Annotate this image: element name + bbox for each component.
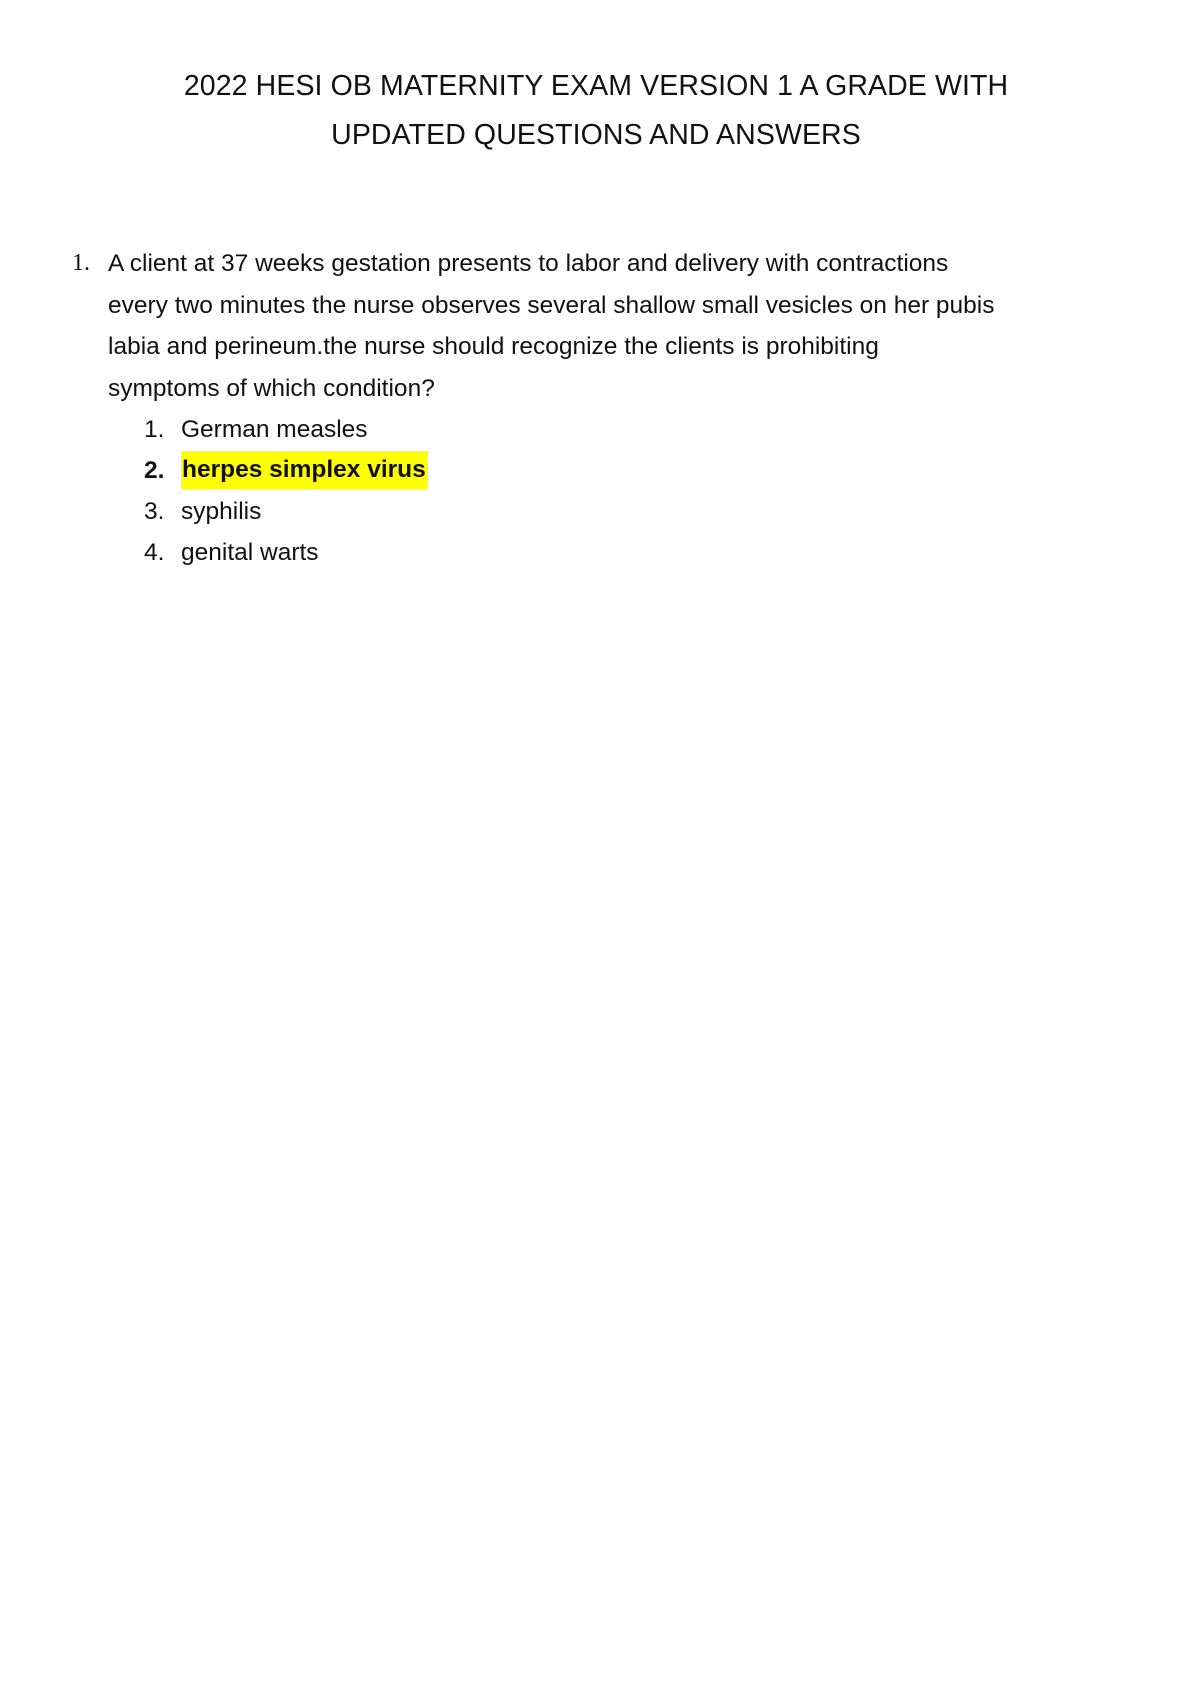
question-number: 1. — [72, 250, 90, 276]
question-text-line-3: labia and perineum.the nurse should recognize the clients is prohibiting — [108, 333, 879, 360]
option-number: 1. — [144, 416, 165, 443]
answer-option-1 — [144, 409, 1132, 450]
option-text: genital warts — [181, 539, 319, 566]
question-1 — [72, 243, 1132, 573]
question-text-line-4: symptoms of which condition? — [108, 374, 435, 402]
highlighted-answer-text: herpes simplex virus — [181, 451, 428, 489]
option-number: 3. — [144, 498, 165, 525]
answer-option-3 — [144, 491, 1132, 532]
option-text: syphilis — [181, 498, 262, 525]
answer-options — [144, 409, 1132, 573]
question-text-line-1: A client at 37 weeks gestation presents to labor and delivery with contractions — [108, 250, 949, 277]
question-text-line-2: every two minutes the nurse observes several shallow small vesicles on her pubis — [108, 291, 995, 319]
option-number: 4. — [144, 539, 165, 566]
question-stem — [72, 243, 1132, 409]
title-line-2: UPDATED QUESTIONS AND ANSWERS — [331, 119, 861, 151]
question-text — [108, 243, 1138, 409]
option-text: German measles — [181, 416, 368, 443]
answer-option-2-correct — [144, 450, 1132, 491]
option-number: 2. — [144, 457, 165, 484]
document-title — [96, 62, 1096, 160]
title-line-1: 2022 HESI OB MATERNITY EXAM VERSION 1 A GRADE WITH — [183, 70, 1009, 102]
answer-option-4 — [144, 532, 1132, 573]
